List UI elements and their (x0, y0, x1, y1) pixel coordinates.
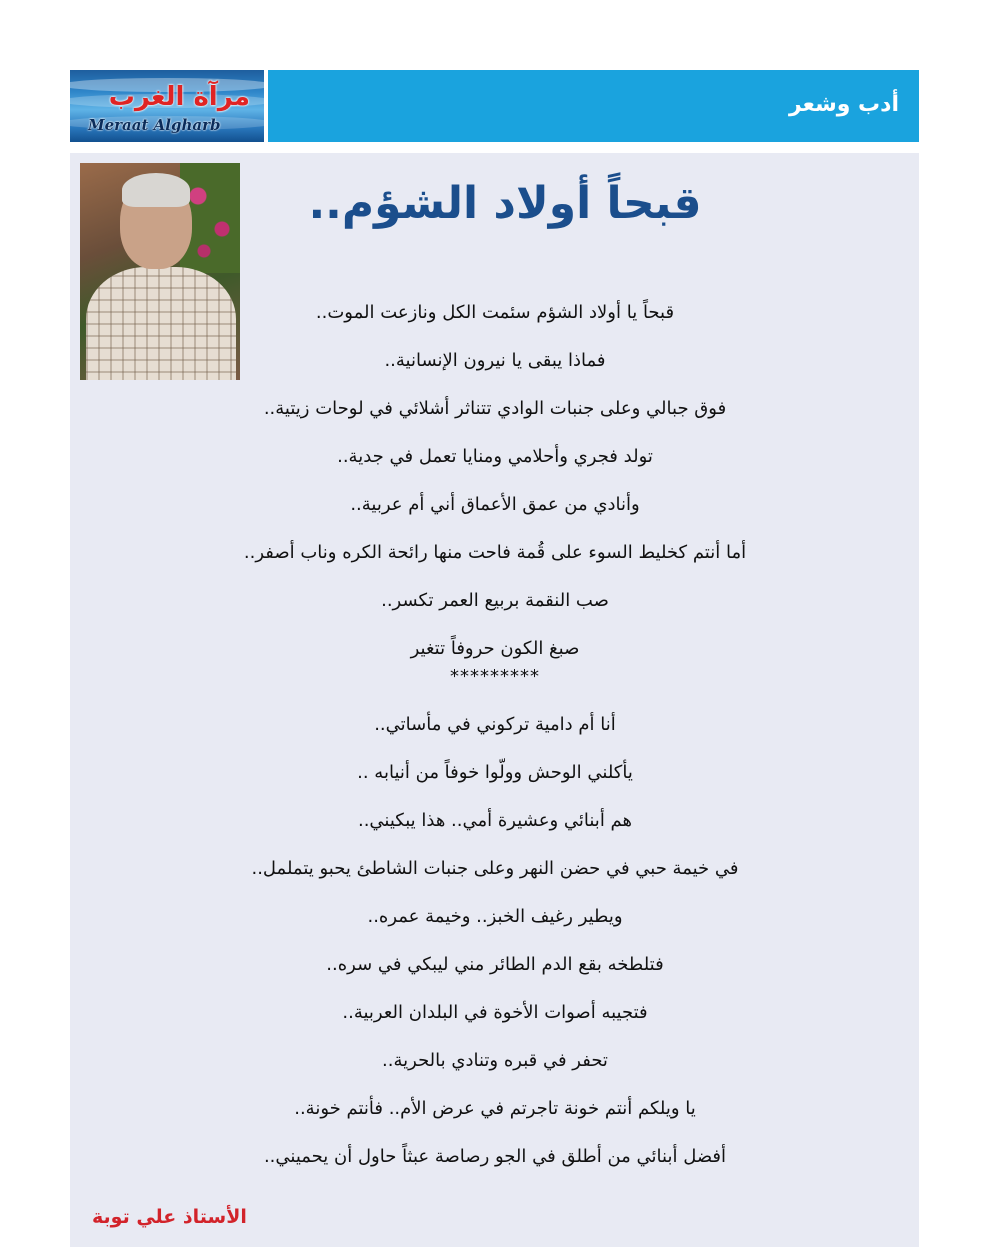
poem-line: يا ويلكم أنتم خونة تاجرتم في عرض الأم.. فأنتم خونة.. (294, 1098, 696, 1119)
section-title: أدب وشعر (788, 92, 899, 117)
poem-line: فماذا يبقى يا نيرون الإنسانية.. (384, 350, 606, 371)
stanza-separator: ********* (450, 666, 540, 687)
photo-hair (122, 173, 190, 207)
section-bar (268, 70, 919, 142)
magazine-logo (70, 70, 264, 142)
author-name: الأستاذ علي توبة (92, 1206, 247, 1228)
poem-line: في خيمة حبي في حضن النهر وعلى جنبات الشاطئ يحبو يتململ.. (251, 858, 739, 879)
poem-line: أما أنتم كخليط السوء على قُمة فاحت منها رائحة الكره وناب أصفر.. (243, 542, 747, 563)
poem-line: صب النقمة بربيع العمر تكسر.. (381, 590, 609, 611)
poem-line: صبغ الكون حروفاً تتغير (410, 638, 580, 659)
poem-line: تحفر في قبره وتنادي بالحرية.. (382, 1050, 608, 1071)
poem-line: قبحاً يا أولاد الشؤم سئمت الكل ونازعت الموت.. (315, 302, 675, 323)
page-header (70, 70, 919, 142)
poem-body (150, 296, 840, 1188)
poem-line: وأنادي من عمق الأعماق أني أم عربية.. (350, 494, 640, 515)
poem-line: أنا أم دامية تركوني في مأساتي.. (374, 714, 616, 735)
poem-line: فتلطخه بقع الدم الطائر مني ليبكي في سره.. (326, 954, 664, 975)
logo-arabic-name: مرآة الغرب (108, 82, 250, 112)
poem-line: فوق جبالي وعلى جنبات الوادي تتناثر أشلائي في لوحات زيتية.. (263, 398, 727, 419)
poem-line: يأكلني الوحش وولّوا خوفاً من أنيابه .. (357, 762, 633, 783)
logo-latin-name: Meraat Algharb (88, 116, 221, 134)
poem-title: قبحاً أولاد الشؤم.. (308, 178, 702, 229)
poem-line: هم أبنائي وعشيرة أمي.. هذا يبكيني.. (357, 810, 633, 831)
poem-line: أفضل أبنائي من أطلق في الجو رصاصة عبثاً حاول أن يحميني.. (263, 1146, 727, 1167)
poem-line: ويطير رغيف الخبز.. وخيمة عمره.. (367, 906, 623, 927)
poem-line: تولد فجري وأحلامي ومنايا تعمل في جدية.. (337, 446, 653, 467)
poem-line: فتجيبه أصوات الأخوة في البلدان العربية.. (342, 1002, 648, 1023)
